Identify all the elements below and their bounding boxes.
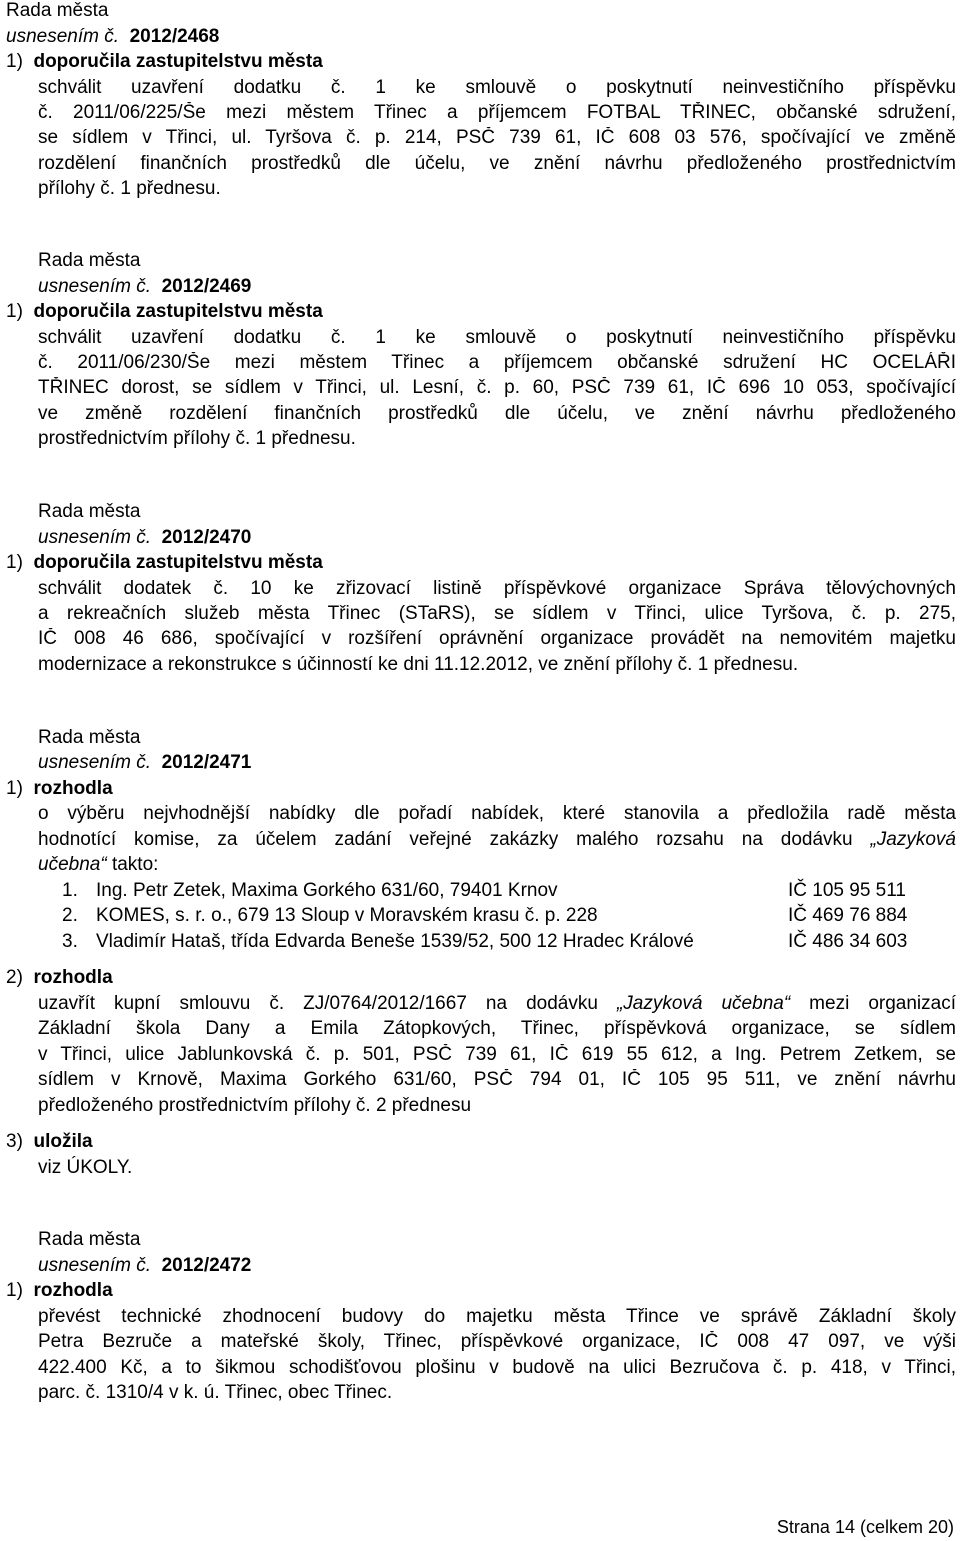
resolution-line	[6, 26, 219, 48]
point-text-line: a rekreačních služeb města Třinec (STaRS), se sídlem v Třinci, ulice Tyršova, č. p. 275,	[38, 603, 956, 624]
point-action: rozhodla	[33, 778, 113, 799]
point-action: rozhodla	[33, 1280, 113, 1301]
resolution-label: usnesením č.	[38, 527, 151, 548]
point-text-line: ve změně rozdělení finančních prostředků dle účelu, ve znění návrhu předloženého	[38, 403, 956, 424]
point-text-line: přílohy č. 1 přednesu.	[38, 178, 221, 199]
point-number: 3)	[6, 1131, 23, 1152]
point-action: uložila	[33, 1131, 93, 1152]
resolution-number: 2012/2470	[161, 527, 252, 548]
resolution-label: usnesením č.	[38, 752, 151, 773]
point-text-line: Základní škola Dany a Emila Zátopkových, Třinec, příspěvková organizace, se sídlem	[38, 1018, 956, 1039]
point-action: doporučila zastupitelstvu města	[33, 301, 323, 322]
resolution-line	[38, 527, 251, 549]
council-header: Rada města	[6, 0, 109, 21]
point-text-line: schválit dodatek č. 10 ke zřizovací listině příspěvkové organizace Správa tělovýchovných	[38, 578, 956, 599]
text-segment: uzavřít kupní smlouvu č. ZJ/0764/2012/1667 na dodávku	[38, 993, 617, 1014]
resolution-number: 2012/2472	[161, 1255, 252, 1276]
point-text-line: sídlem v Krnově, Maxima Gorkého 631/60, PSČ 794 01, IČ 105 95 511, ve znění návrhu	[38, 1069, 956, 1090]
council-header: Rada města	[38, 501, 141, 522]
resolution-label: usnesením č.	[6, 26, 119, 47]
resolution-label: usnesením č.	[38, 1255, 151, 1276]
point-heading	[6, 778, 113, 800]
point-number: 1)	[6, 1280, 23, 1301]
point-text-line: TŘINEC dorost, se sídlem v Třinci, ul. Lesní, č. p. 60, PSČ 739 61, IČ 696 10 053, spočívající	[38, 377, 956, 398]
italic-segment: „Jazyková učebna“	[616, 993, 791, 1014]
italic-segment: učebna“	[38, 854, 107, 875]
point-number: 2)	[6, 967, 23, 988]
point-text-line: v Třinci, ulice Jablunkovská č. p. 501, PSČ 739 61, IČ 619 55 612, a Ing. Petrem Zetkem, se	[38, 1044, 956, 1065]
council-header: Rada města	[38, 1229, 141, 1250]
text-segment: hodnotící komise, za účelem zadání veřejné zakázky malého rozsahu na dodávku	[38, 829, 871, 850]
point-text-line: se sídlem v Třinci, ul. Tyršova č. p. 214, PSČ 739 61, IČ 608 03 576, spočívající ve změně	[38, 127, 956, 148]
resolution-line	[38, 1255, 251, 1277]
point-heading	[6, 301, 323, 323]
point-text-line: schválit uzavření dodatku č. 1 ke smlouvě o poskytnutí neinvestičního příspěvku	[38, 77, 956, 98]
council-header: Rada města	[38, 727, 141, 748]
point-number: 1)	[6, 51, 23, 72]
bidder-name: KOMES, s. r. o., 679 13 Sloup v Moravském krasu č. p. 228	[96, 905, 598, 926]
resolution-line	[38, 752, 251, 774]
point-action: rozhodla	[33, 967, 113, 988]
resolution-line	[38, 276, 251, 298]
bidder-ic: IČ 469 76 884	[788, 905, 908, 926]
bidder-rank: 1.	[62, 880, 78, 901]
point-text-line: o výběru nejvhodnější nabídky dle pořadí nabídek, které stanovila a předložila radě města	[38, 803, 956, 824]
point-text-line: modernizace a rekonstrukce s účinností ke dni 11.12.2012, ve znění přílohy č. 1 přednesu.	[38, 654, 799, 675]
point-heading	[6, 1280, 113, 1302]
point-text-line: 422.400 Kč, a to šikmou schodišťovou plošinu v budově na ulici Bezručova č. p. 418, v Třinci,	[38, 1357, 956, 1378]
point-text-line: schválit uzavření dodatku č. 1 ke smlouvě o poskytnutí neinvestičního příspěvku	[38, 327, 956, 348]
point-heading	[6, 552, 323, 574]
point-action: doporučila zastupitelstvu města	[33, 552, 323, 573]
point-text-line: viz ÚKOLY.	[38, 1157, 133, 1178]
point-text-line	[38, 854, 158, 876]
point-number: 1)	[6, 778, 23, 799]
bidder-ic: IČ 105 95 511	[788, 880, 906, 901]
point-text-line: parc. č. 1310/4 v k. ú. Třinec, obec Třinec.	[38, 1382, 393, 1403]
point-action: doporučila zastupitelstvu města	[33, 51, 323, 72]
point-text-line	[38, 993, 956, 1015]
text-segment: takto:	[106, 854, 159, 875]
point-text-line: převést technické zhodnocení budovy do majetku města Třince ve správě Základní školy	[38, 1306, 956, 1327]
bidder-name: Ing. Petr Zetek, Maxima Gorkého 631/60, 79401 Krnov	[96, 880, 558, 901]
point-text-line: č. 2011/06/230/Še mezi městem Třinec a příjemcem občanské sdružení HC OCELÁŘI	[38, 352, 956, 373]
text-segment: mezi organizací	[790, 993, 956, 1014]
point-number: 1)	[6, 552, 23, 573]
point-text-line: předloženého prostřednictvím přílohy č. 2 přednesu	[38, 1095, 472, 1116]
point-text-line: č. 2011/06/225/Še mezi městem Třinec a příjemcem FOTBAL TŘINEC, občanské sdružení,	[38, 102, 956, 123]
point-text-line: prostřednictvím přílohy č. 1 přednesu.	[38, 428, 356, 449]
italic-segment: „Jazyková	[870, 829, 956, 850]
point-text-line: Petra Bezruče a mateřské školy, Třinec, příspěvkové organizace, IČ 008 47 097, ve výši	[38, 1331, 956, 1352]
point-heading	[6, 967, 113, 989]
council-header: Rada města	[38, 250, 141, 271]
bidder-rank: 3.	[62, 931, 78, 952]
page-footer: Strana 14 (celkem 20)	[776, 1517, 954, 1537]
point-text-line: rozdělení finančních prostředků dle účelu, ve znění návrhu předloženého prostřednictvím	[38, 153, 956, 174]
bidder-rank: 2.	[62, 905, 78, 926]
resolution-number: 2012/2471	[161, 752, 252, 773]
point-text-line	[38, 829, 956, 851]
point-heading	[6, 1131, 93, 1153]
resolution-number: 2012/2469	[161, 276, 252, 297]
resolution-number: 2012/2468	[129, 26, 220, 47]
bidder-name: Vladimír Hataš, třída Edvarda Beneše 1539/52, 500 12 Hradec Králové	[96, 931, 694, 952]
point-heading	[6, 51, 323, 73]
point-number: 1)	[6, 301, 23, 322]
point-text-line: IČ 008 46 686, spočívající v rozšíření oprávnění organizace provádět na nemovitém majetku	[38, 628, 956, 649]
bidder-ic: IČ 486 34 603	[788, 931, 908, 952]
resolution-label: usnesením č.	[38, 276, 151, 297]
